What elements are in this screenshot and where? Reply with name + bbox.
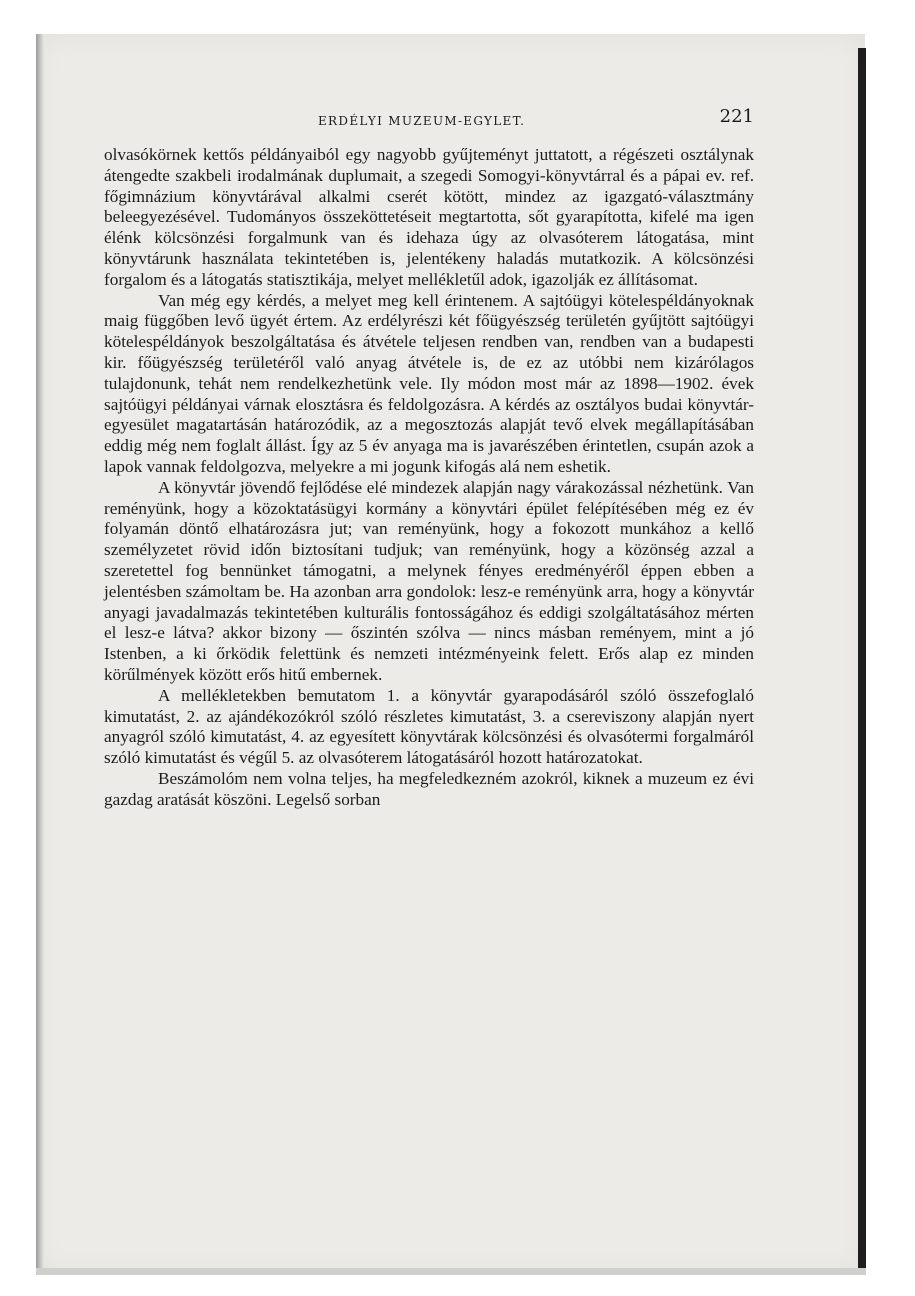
paragraph-2: Van még egy kérdés, a melyet meg kell érintenem. A sajtóügyi kötelespéldányoknak maig függőben levő ügyét értem. Az erdélyrészi két főügyészség területén gyűjtött sajtóügyi kötelespéldányok beszolgáltatása és átvétele teljesen rendben van, rendben van a budapesti kir. főügyészség területéről való anyag átvétele is, de ez az utóbbi nem kizárólagos tulajdonunk, tehát nem rendelkezhetünk vele. Ily módon most már az 1898—1902. évek sajtóügyi példányai várnak elosztásra és feldolgozásra. A kérdés az osztályos budai könyvtár-egyesület magatartásán határozódik, az a megosztozás alapját tevő elvek megállapításában eddig még nem foglalt állást. Így az 5 év anyaga ma is javarészében érintetlen, csupán azok a lapok vannak feldolgozva, melyekre a mi jogunk kifogás alá nem eshetik. xyxy=(104,290,754,476)
page-left-edge-shadow xyxy=(36,34,45,1274)
body-text xyxy=(104,145,754,811)
page-number: 221 xyxy=(719,106,754,127)
paragraph-4: A mellékletekben bemutatom 1. a könyvtár gyarapodásáról szóló összefoglaló kimutatást, 2. az ajándékozókról szóló részletes kimutatást, 3. a csereviszony alapján nyert anyagról szóló kimutatást, 4. az egyesített könyvtárak kölcsönzési és olvasótermi forgalmáról szóló kimutatást és végűl 5. az olvasóterem látogatásáról hozott határozatokat. xyxy=(104,685,754,768)
page-header xyxy=(104,106,754,130)
page-bottom-edge xyxy=(36,1268,866,1275)
page-right-edge-shadow xyxy=(858,48,866,1274)
paragraph-1: olvasókörnek kettős példányaiból egy nagyobb gyűjteményt juttatott, a régészeti osztálynak átengedte szakbeli irodalmának duplumait, a szegedi Somogyi-könyvtárral és a pápai ev. ref. főgimnázium könyvtárával alkalmi cserét kötött, mindez az igazgató-választmány beleegyezésével. Tudományos összeköttetéseit megtartotta, sőt gyarapította, kifelé ma igen élénk kölcsönzési forgalmunk van és idehaza úgy az olvasóterem látogatása, mint könyvtárunk használata tekintetében is, jelentékeny haladás mutatkozik. A kölcsönzési forgalom és a látogatás statisztikája, melyet mellékletűl adok, igazolják ez állításomat. xyxy=(104,145,754,289)
paragraph-3: A könyvtár jövendő fejlődése elé mindezek alapján nagy várakozással nézhetünk. Van reményünk, hogy a közoktatásügyi kormány a könyvtári épület felépítésében még ez év folyamán döntő elhatározásra jut; van reményünk, hogy a fokozott munkához a kellő személyzetet rövid időn biztosítani tudjuk; van reményünk, hogy a közönség azzal a szeretettel fog bennünket támogatni, a melynek fényes eredményéről éppen ebben a jelentésben számoltam be. Ha azonban arra gondolok: lesz-e reményünk arra, hogy a könyvtár anyagi javadalmazás tekintetében kulturális fontosságához és eddigi szolgáltatásához mérten el lesz-e látva? akkor bizony — őszintén szólva — nincs másban reményem, mint a jó Istenben, a ki őrködik felettünk és nemzeti intézményeink felett. Erős alap ez minden körűlmények között erős hitű embernek. xyxy=(104,477,754,684)
paragraph-5: Beszámolóm nem volna teljes, ha megfeledkezném azokról, kiknek a muzeum ez évi gazdag aratását köszöni. Legelső sorban xyxy=(104,768,754,809)
running-title: ERDÉLYI MUZEUM-EGYLET. xyxy=(318,114,526,128)
